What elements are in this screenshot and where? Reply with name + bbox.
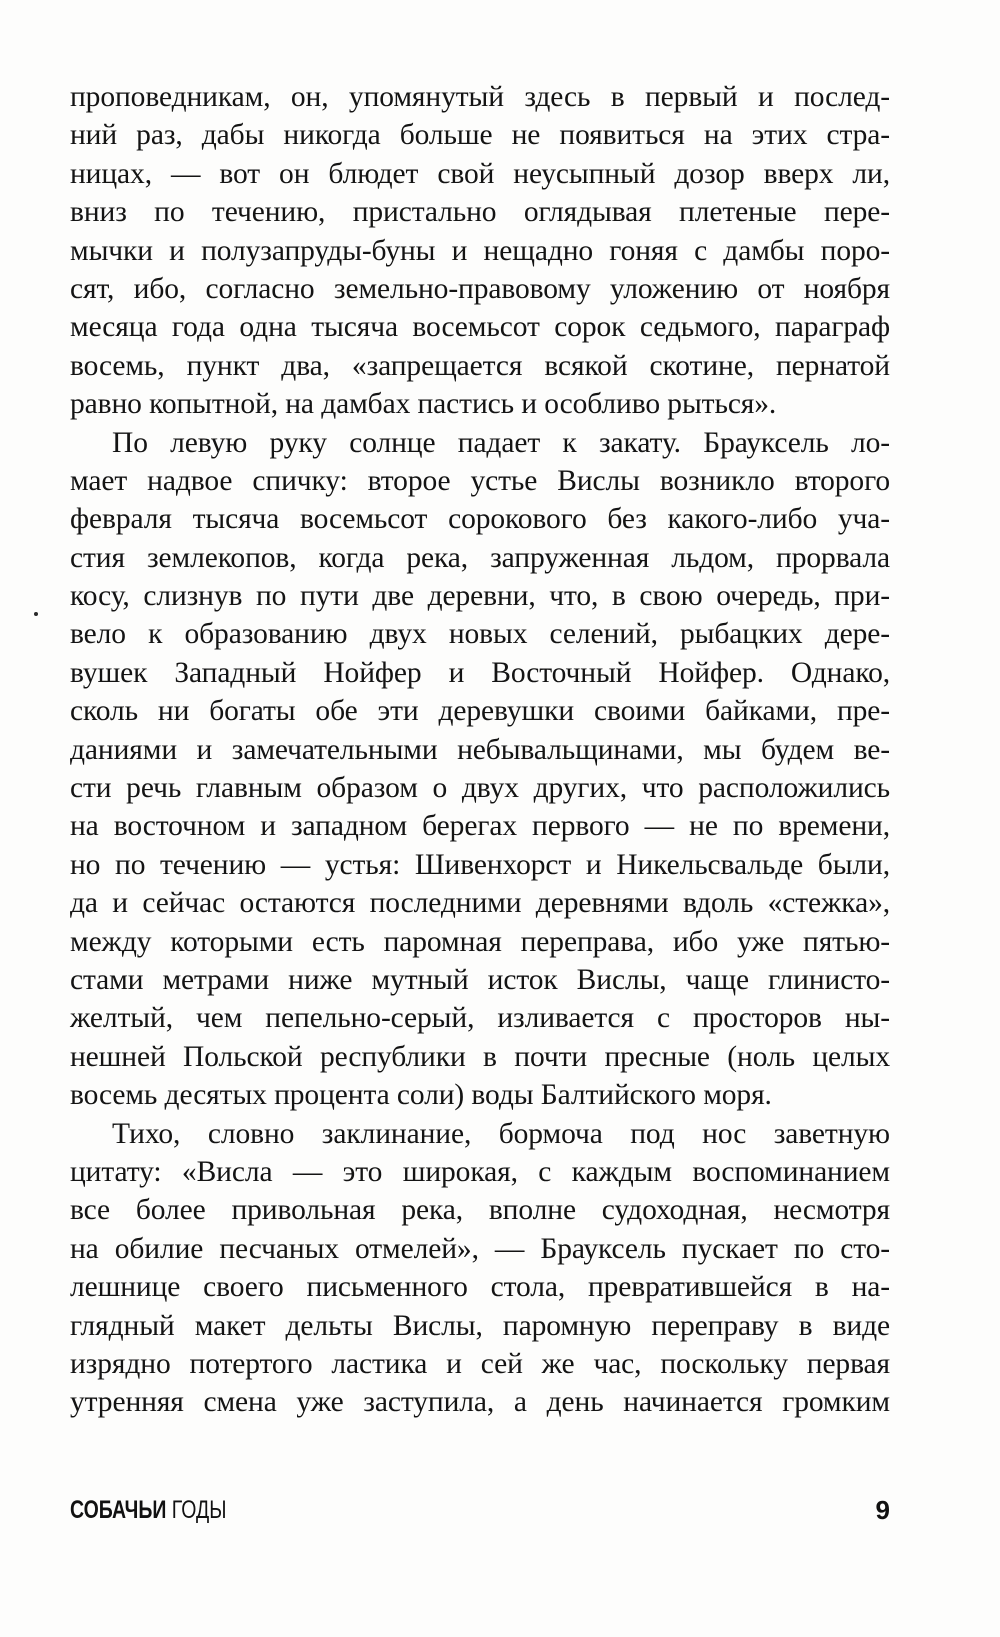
text-line: да и сейчас остаются последними деревнями вдоль «стежка», [70,887,890,920]
text-line: По левую руку солнце падает к закату. Брауксель ло- [112,426,890,459]
text-line: на обилие песчаных отмелей», — Брауксель пускает по сто- [70,1232,890,1265]
text-line: все более привольная река, вполне судоходная, несмотря [70,1194,890,1227]
text-line: между которыми есть паромная переправа, ибо уже пятью- [70,925,890,958]
running-title [70,1495,226,1525]
text-line: желтый, чем пепельно-серый, изливается с просторов ны- [70,1002,890,1035]
text-line: изрядно потертого ластика и сей же час, поскольку первая [70,1347,890,1380]
text-line: косу, слизнув по пути две деревни, что, в свою очередь, при- [70,580,890,613]
text-line: нешней Польской республики в почти пресные (ноль целых [70,1040,890,1073]
text-line: мычки и полузапруды-буны и нещадно гоняя с дамбы поро- [70,234,890,267]
text-line: даниями и замечательными небывальщинами, мы будем ве- [70,733,890,766]
text-line: вело к образованию двух новых селений, рыбацких дере- [70,618,890,651]
text-line: вниз по течению, пристально оглядывая плетеные пере- [70,196,890,229]
text-line: вушек Западный Нойфер и Восточный Нойфер. Однако, [70,656,890,689]
text-line: сти речь главным образом о двух других, что расположились [70,772,890,805]
text-line: февраля тысяча восемьсот сорокового без какого-либо уча- [70,503,890,536]
text-line: восемь десятых процента соли) воды Балтийского моря. [70,1079,772,1112]
text-line: проповедникам, он, упомянутый здесь в первый и послед- [70,81,890,113]
text-line: месяца года одна тысяча восемьсот сорок седьмого, параграф [70,311,890,344]
text-line: но по течению — устья: Шивенхорст и Никельсвальде были, [70,848,890,881]
page-footer [70,1495,890,1529]
text-line: ницах, — вот он блюдет свой неусыпный дозор вверх ли, [70,157,890,190]
text-line: лешнице своего письменного стола, превратившейся в на- [70,1271,890,1304]
text-line: сят, ибо, согласно земельно-правовому уложению от ноября [70,272,890,305]
text-line: Тихо, словно заклинание, бормоча под нос заветную [112,1117,890,1150]
text-line: стами метрами ниже мутный исток Вислы, чаще глинисто- [70,963,890,996]
text-line: сколь ни богаты обе эти деревушки своими байками, пре- [70,695,890,728]
text-line: стия землекопов, когда река, запруженная льдом, прорвала [70,541,890,574]
running-title-regular: ГОДЫ [166,1496,227,1524]
text-line: равно копытной, на дамбах пастись и особливо рыться». [70,388,777,421]
text-line: мает надвое спичку: второе устье Вислы возникло второго [70,464,890,497]
text-line: ний раз, дабы никогда больше не появиться на этих стра- [70,119,890,152]
running-title-bold: СОБАЧЬИ [70,1496,167,1524]
text-line: утренняя смена уже заступила, а день начинается громким [70,1386,890,1419]
body-text [70,78,890,1422]
text-line: на восточном и западном берегах первого — не по времени, [70,810,890,843]
page-number: 9 [875,1495,890,1525]
text-line: восемь, пункт два, «запрещается всякой скотине, пернатой [70,349,890,382]
print-speck [34,612,38,616]
text-line: цитату: «Висла — это широкая, с каждым воспоминанием [70,1155,890,1188]
text-line: глядный макет дельты Вислы, паромную переправу в виде [70,1309,890,1342]
